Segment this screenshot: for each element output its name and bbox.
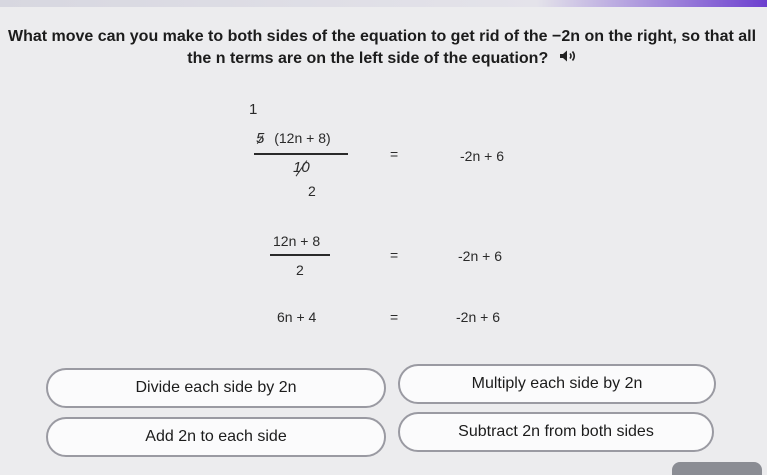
row3-equals: =: [390, 309, 399, 325]
option-multiply-button[interactable]: [398, 364, 716, 404]
next-button-partial[interactable]: [672, 462, 762, 475]
option-add-label: Add 2n to each side: [145, 428, 287, 445]
row2-rhs: -2n + 6: [458, 248, 502, 264]
option-subtract-label: Subtract 2n from both sides: [458, 423, 654, 440]
annotation-one: 1: [249, 101, 258, 118]
row2-numerator: 12n + 8: [273, 233, 321, 249]
row3-rhs: -2n + 6: [456, 309, 500, 325]
row1-rhs: -2n + 6: [460, 148, 504, 164]
row2-fraction-bar: [270, 254, 330, 256]
option-add-button[interactable]: [46, 417, 386, 457]
option-subtract-button[interactable]: [398, 412, 714, 452]
row2-denominator: 2: [296, 262, 304, 278]
question-text: What move can you make to both sides of the equation to get rid of the −2n on the right, so that all the n terms are on the left side of the equation?: [7, 28, 757, 68]
annotation-two: 2: [308, 183, 316, 199]
row1-denominator: [293, 159, 310, 176]
row1-numerator-expression: (12n + 8): [274, 130, 331, 146]
row1-numerator: [256, 130, 331, 147]
option-divide-button[interactable]: [46, 368, 386, 408]
crossed-ten: 10: [293, 159, 310, 176]
row1-equals: =: [390, 146, 399, 162]
option-multiply-label: Multiply each side by 2n: [471, 375, 643, 392]
row1-fraction-bar: [254, 153, 348, 155]
speaker-icon[interactable]: [559, 48, 577, 70]
top-accent-bar: [0, 0, 767, 7]
question-prompt: [6, 26, 758, 70]
crossed-five: 5: [256, 130, 265, 147]
row3-lhs: 6n + 4: [277, 309, 317, 325]
option-divide-label: Divide each side by 2n: [135, 379, 297, 396]
row2-equals: =: [390, 247, 399, 263]
